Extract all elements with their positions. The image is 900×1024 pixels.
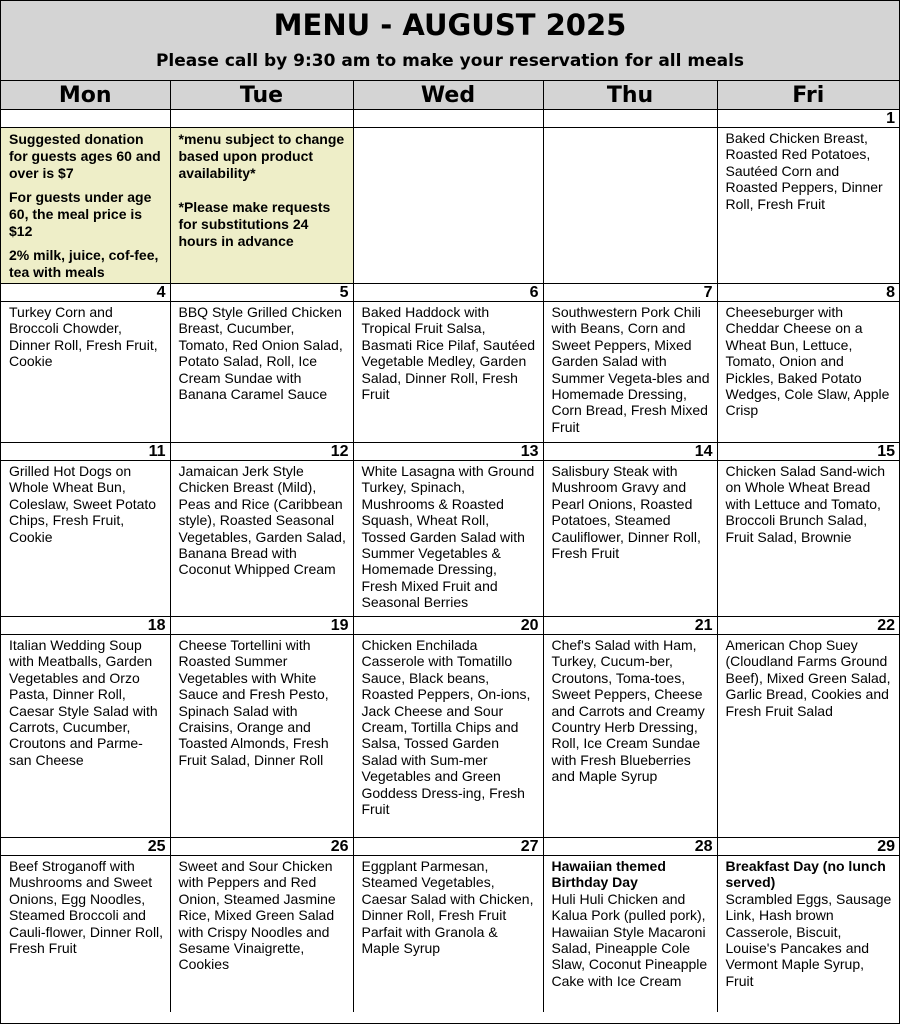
menu-cell: Southwestern Pork Chili with Beans, Corn and Sweet Peppers, Mixed Garden Salad with Summer Vegeta-bles and Homemade Dressing, Corn Bread, Fresh Mixed Fruit [543,302,717,443]
menu-cell: Turkey Corn and Broccoli Chowder, Dinner Roll, Fresh Fruit, Cookie [1,302,170,443]
date-number: 19 [170,617,353,635]
date-number: 14 [543,443,717,461]
day-header-mon: Mon [1,81,170,110]
date-number: 21 [543,617,717,635]
menu-cell-empty [353,128,543,284]
date-number: 12 [170,443,353,461]
date-number: 28 [543,838,717,856]
menu-cell: BBQ Style Grilled Chicken Breast, Cucumber, Tomato, Red Onion Salad, Potato Salad, Roll, Ice Cream Sundae with Banana Caramel Sauce [170,302,353,443]
date-number: 22 [717,617,899,635]
day-header-thu: Thu [543,81,717,110]
date-number: 20 [353,617,543,635]
date-number: 25 [1,838,170,856]
menu-cell: Eggplant Parmesan, Steamed Vegetables, Caesar Salad with Chicken, Dinner Roll, Fresh Fruit Parfait with Granola & Maple Syrup [353,856,543,1012]
substitution-requests-text: *Please make requests for substitutions 24 hours in advance [178,199,331,249]
menu-cell: Cheeseburger with Cheddar Cheese on a Wheat Bun, Lettuce, Tomato, Onion and Pickles, Baked Potato Wedges, Cole Slaw, Apple Crisp [717,302,899,443]
theme-day-title: Breakfast Day (no lunch served) [725,858,886,891]
menu-cell-themed [717,856,899,1012]
date-number: 13 [353,443,543,461]
menu-cell: Chicken Enchilada Casserole with Tomatillo Sauce, Black beans, Roasted Peppers, On-ions, Jack Cheese and Sour Cream, Tortilla Chips and Salsa, Tossed Garden Salad with Sum-mer Vegetables and Green Goddess Dress-ing, Fresh Fruit [353,635,543,838]
date-number: 5 [170,284,353,302]
day-header-wed: Wed [353,81,543,110]
date-row [1,617,899,635]
menu-title: MENU - AUGUST 2025 [273,8,627,42]
date-number: 6 [353,284,543,302]
menu-cell: Cheese Tortellini with Roasted Summer Vegetables with White Sauce and Fresh Pesto, Spinach Salad with Craisins, Orange and Toasted Almonds, Fresh Fruit Salad, Dinner Roll [170,635,353,838]
date-row [1,443,899,461]
date-number: 4 [1,284,170,302]
menu-cell: Grilled Hot Dogs on Whole Wheat Bun, Coleslaw, Sweet Potato Chips, Fresh Fruit, Cookie [1,461,170,617]
menu-row [1,856,899,1012]
menu-cell: Chicken Salad Sand-wich on Whole Wheat Bread with Lettuce and Tomato, Broccoli Brunch Salad, Fruit Salad, Brownie [717,461,899,617]
donation-under-60-text: For guests under age 60, the meal price is $12 [9,189,152,239]
theme-day-title: Hawaiian themed Birthday Day [551,858,666,891]
donation-note [1,128,170,284]
date-number [1,110,170,128]
day-header-fri: Fri [717,81,899,110]
date-number: 18 [1,617,170,635]
date-row [1,838,899,856]
menu-header [1,1,899,81]
menu-subject-note [170,128,353,284]
calendar-grid [1,81,899,1012]
menu-row [1,128,899,284]
menu-row [1,302,899,443]
menu-row [1,635,899,838]
menu-cell: Salisbury Steak with Mushroom Gravy and Pearl Onions, Roasted Potatoes, Steamed Cauliflower, Dinner Roll, Fresh Fruit [543,461,717,617]
beverages-text: 2% milk, juice, cof-fee, tea with meals [9,247,159,280]
date-row [1,284,899,302]
date-number: 11 [1,443,170,461]
theme-day-menu: Huli Huli Chicken and Kalua Pork (pulled pork), Hawaiian Style Macaroni Salad, Pineapple Cole Slaw, Coconut Pineapple Cake with Ice Cream [551,890,708,989]
date-number [543,110,717,128]
menu-cell: Beef Stroganoff with Mushrooms and Sweet Onions, Egg Noodles, Steamed Broccoli and Cauli-flower, Dinner Roll, Fresh Fruit [1,856,170,1012]
date-number: 15 [717,443,899,461]
date-number: 8 [717,284,899,302]
subject-to-change-text: *menu subject to change based upon product availability* [178,131,345,181]
date-number [170,110,353,128]
date-number: 27 [353,838,543,856]
date-number [353,110,543,128]
menu-cell: Baked Haddock with Tropical Fruit Salsa, Basmati Rice Pilaf, Sautéed Vegetable Medley, Garden Salad, Dinner Roll, Fresh Fruit [353,302,543,443]
menu-cell: American Chop Suey (Cloudland Farms Ground Beef), Mixed Green Salad, Garlic Bread, Cookies and Fresh Fruit Salad [717,635,899,838]
day-header-row [1,81,899,110]
date-row [1,110,899,128]
menu-cell: Sweet and Sour Chicken with Peppers and Red Onion, Steamed Jasmine Rice, Mixed Green Salad with Crispy Noodles and Sesame Vinaigrette, Cookies [170,856,353,1012]
date-number: 7 [543,284,717,302]
menu-cell: Italian Wedding Soup with Meatballs, Garden Vegetables and Orzo Pasta, Dinner Roll, Caesar Style Salad with Carrots, Cucumber, Croutons and Parme-san Cheese [1,635,170,838]
menu-row [1,461,899,617]
menu-cell-themed [543,856,717,1012]
donation-senior-text: Suggested donation for guests ages 60 and over is $7 [9,131,161,181]
day-header-tue: Tue [170,81,353,110]
menu-cell: Baked Chicken Breast, Roasted Red Potatoes, Sautéed Corn and Roasted Peppers, Dinner Roll, Fresh Fruit [717,128,899,284]
menu-cell: Jamaican Jerk Style Chicken Breast (Mild), Peas and Rice (Caribbean style), Roasted Seasonal Vegetables, Garden Salad, Banana Bread with Coconut Whipped Cream [170,461,353,617]
menu-cell: Chef's Salad with Ham, Turkey, Cucum-ber, Croutons, Toma-toes, Sweet Peppers, Cheese and Carrots and Creamy Country Herb Dressing, Roll, Ice Cream Sundae with Fresh Blueberries and Maple Syrup [543,635,717,838]
date-number: 29 [717,838,899,856]
menu-cell-empty [543,128,717,284]
theme-day-menu: Scrambled Eggs, Sausage Link, Hash brown Casserole, Biscuit, Louise's Pancakes and Vermont Maple Syrup, Fruit [725,890,892,989]
reservation-notice: Please call by 9:30 am to make your reservation for all meals [155,51,745,71]
date-number: 26 [170,838,353,856]
date-number: 1 [717,110,899,128]
menu-cell: White Lasagna with Ground Turkey, Spinach, Mushrooms & Roasted Squash, Wheat Roll, Tossed Garden Salad with Summer Vegetables & Homemade Dressing, Fresh Mixed Fruit and Seasonal Berries [353,461,543,617]
